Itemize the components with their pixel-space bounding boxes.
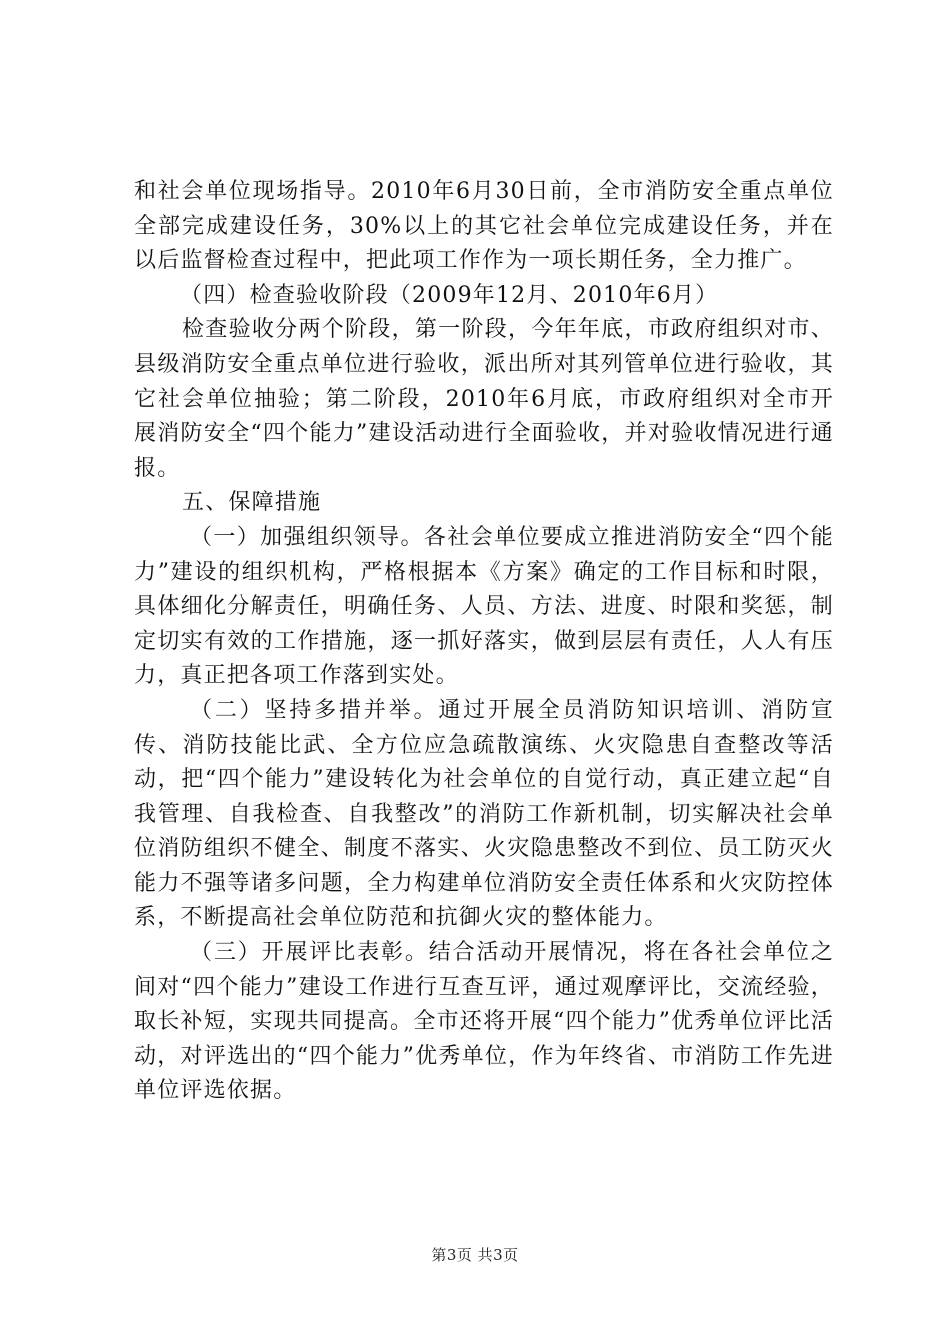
paragraph-safeguard-2: （二）坚持多措并举。通过开展全员消防知识培训、消防宣传、消防技能比武、全方位应急疏散演练、火灾隐患自查整改等活动，把“四个能力”建设转化为社会单位的自觉行动，真正建立起“自我管理、自我检查、自我整改”的消防工作新机制，切实解决社会单位消防组织不健全、制度不落实、火灾隐患整改不到位、员工防灭火能力不强等诸多问题，全力构建单位消防安全责任体系和火灾防控体系，不断提高社会单位防范和抗御火灾的整体能力。 <box>134 697 834 931</box>
paragraph-continuation: 和社会单位现场指导。2010年6月30日前，全市消防安全重点单位全部完成建设任务，30%以上的其它社会单位完成建设任务，并在以后监督检查过程中，把此项工作作为一项长期任务，全力推广。 <box>134 179 834 274</box>
section-heading-inspection-stage: （四）检查验收阶段（2009年12月、2010年6月） <box>180 282 719 308</box>
page-footer: 第3页 共3页 <box>431 1246 519 1264</box>
section-heading-safeguards: 五、保障措施 <box>182 490 322 516</box>
paragraph-safeguard-1: （一）加强组织领导。各社会单位要成立推进消防安全“四个能力”建设的组织机构，严格根据本《方案》确定的工作目标和时限，具体细化分解责任，明确任务、人员、方法、进度、时限和奖惩，制定切实有效的工作措施，逐一抓好落实，做到层层有责任，人人有压力，真正把各项工作落到实处。 <box>134 524 834 689</box>
document-body <box>134 175 834 1109</box>
paragraph-inspection-stage: 检查验收分两个阶段，第一阶段，今年年底，市政府组织对市、县级消防安全重点单位进行验收，派出所对其列管单位进行验收，其它社会单位抽验；第二阶段，2010年6月底，市政府组织对全市开展消防安全“四个能力”建设活动进行全面验收，并对验收情况进行通报。 <box>134 317 834 481</box>
paragraph-safeguard-3: （三）开展评比表彰。结合活动开展情况，将在各社会单位之间对“四个能力”建设工作进行互查互评，通过观摩评比，交流经验，取长补短，实现共同提高。全市还将开展“四个能力”优秀单位评比活动，对评选出的“四个能力”优秀单位，作为年终省、市消防工作先进单位评选依据。 <box>134 940 834 1104</box>
